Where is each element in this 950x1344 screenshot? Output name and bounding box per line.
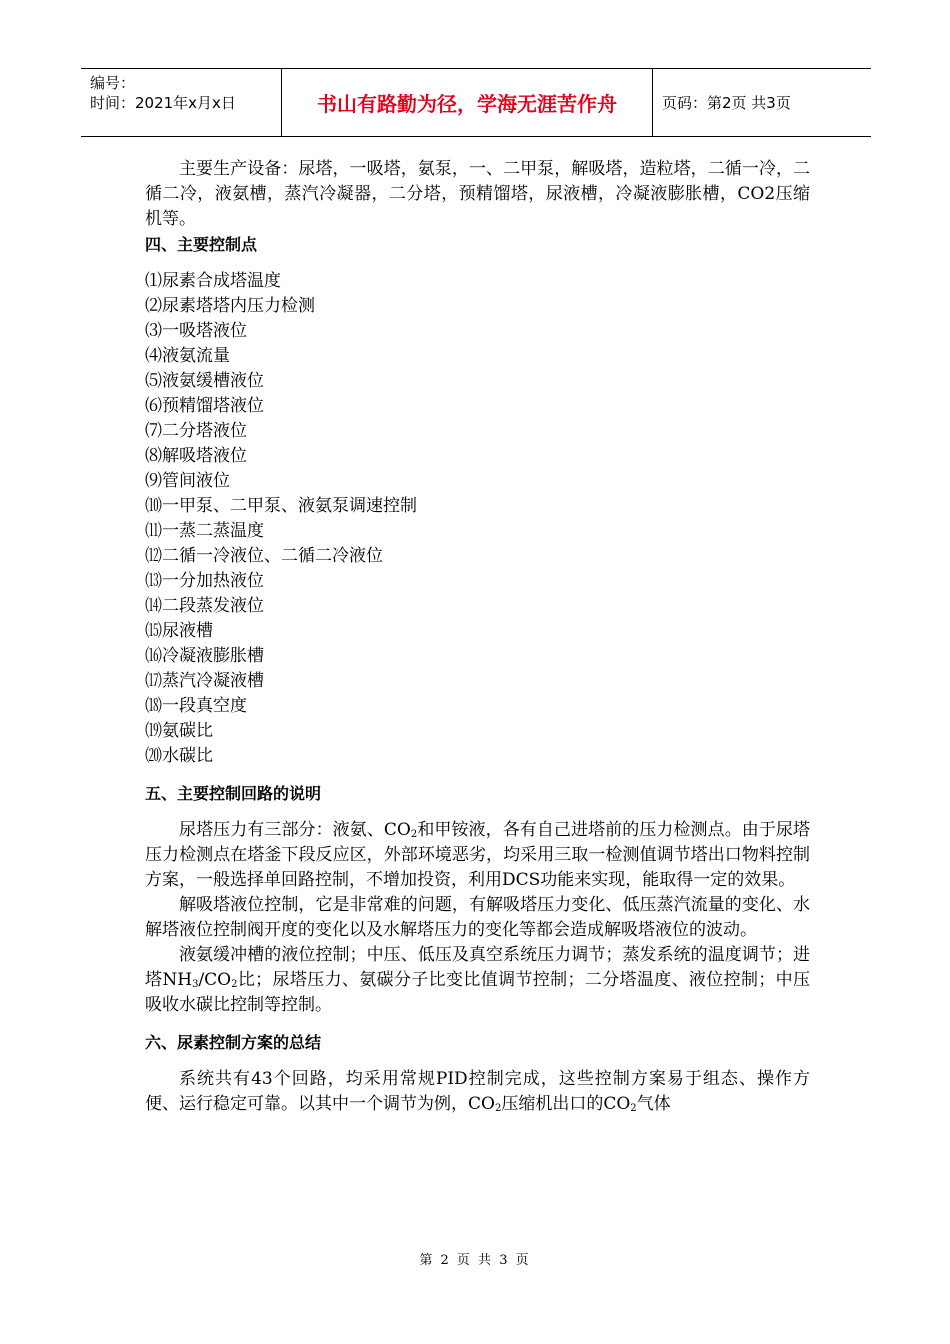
ammonia-buffer-paragraph: 液氨缓冲槽的液位控制；中压、低压及真空系统压力调节；蒸发系统的温度调节；进塔$NH_3/CO_2$比；尿塔压力、氨碳分子比变比值调节控制；二分塔温度、液位控制；中压吸收水碳比控制等控制。 (145, 945, 811, 1015)
document-time-label: 时间：2021年x月x日 (90, 94, 236, 112)
urea-tower-pressure-paragraph: 尿塔压力有三部分：液氨、$CO_2$和甲铵液，各有自己进塔前的压力检测点。由于尿塔压力检测点在塔釜下段反应区，外部环境恶劣，均采用三取一检测值调节塔出口物料控制方案，一般选择单回路控制，不增加投资，利用DCS功能来实现，能取得一定的效果。 (145, 820, 811, 890)
list-item: ⑸液氨缓槽液位 (145, 371, 264, 391)
list-item: ⑵尿素塔塔内压力检测 (145, 296, 315, 316)
page-header (81, 68, 871, 137)
summary-paragraph: 系统共有43个回路，均采用常规PID控制完成，这些控制方案易于组态、操作方便、运行稳定可靠。以其中一个调节为例，$CO_2$压缩机出口的$CO_2$气体 (145, 1069, 810, 1114)
list-item: ⒂尿液槽 (145, 621, 213, 641)
list-item: ⒀一分加热液位 (145, 571, 264, 591)
header-motto: 书山有路勤为径，学海无涯苦作舟 (282, 69, 653, 136)
section-5-title: 五、主要控制回路的说明 (145, 784, 322, 803)
list-item: ⑽一甲泵、二甲泵、液氨泵调速控制 (145, 496, 417, 516)
list-item: ⒄蒸汽冷凝液槽 (145, 671, 264, 691)
list-item: ⑿二循一冷液位、二循二冷液位 (145, 546, 383, 566)
list-item: ⒇水碳比 (145, 746, 213, 766)
desorption-level-paragraph: 解吸塔液位控制，它是非常难的问题，有解吸塔压力变化、低压蒸汽流量的变化、水解塔液位控制阀开度的变化以及水解塔压力的变化等都会造成解吸塔液位的波动。 (145, 895, 810, 940)
equipment-paragraph: 主要生产设备：尿塔，一吸塔，氨泵，一、二甲泵，解吸塔，造粒塔，二循一冷，二循二冷，液氨槽，蒸汽冷凝器，二分塔，预精馏塔，尿液槽，冷凝液膨胀槽，CO2压缩机等。 (145, 159, 810, 229)
section-4-title: 四、主要控制点 (145, 235, 258, 254)
list-item: ⒅一段真空度 (145, 696, 247, 716)
section-6-title: 六、尿素控制方案的总结 (145, 1033, 322, 1052)
list-item: ⒃冷凝液膨胀槽 (145, 646, 264, 666)
list-item: ⑼管间液位 (145, 471, 230, 491)
list-item: ⑾一蒸二蒸温度 (145, 521, 264, 541)
list-item: ⑻解吸塔液位 (145, 446, 247, 466)
list-item: ⒁二段蒸发液位 (145, 596, 264, 616)
document-number-label: 编号： (90, 74, 136, 92)
header-meta (81, 69, 282, 136)
control-points-list (145, 269, 810, 769)
list-item: ⑶一吸塔液位 (145, 321, 247, 341)
list-item: ⑷液氨流量 (145, 346, 230, 366)
list-item: ⑹预精馏塔液位 (145, 396, 264, 416)
header-page-number: 页码：第2页 共3页 (662, 94, 791, 112)
list-item: ⑺二分塔液位 (145, 421, 247, 441)
page-footer: 第 2 页 共 3 页 (419, 1253, 531, 1268)
list-item: ⑴尿素合成塔温度 (145, 271, 281, 291)
document-body (145, 157, 810, 1117)
list-item: ⒆氨碳比 (145, 721, 213, 741)
